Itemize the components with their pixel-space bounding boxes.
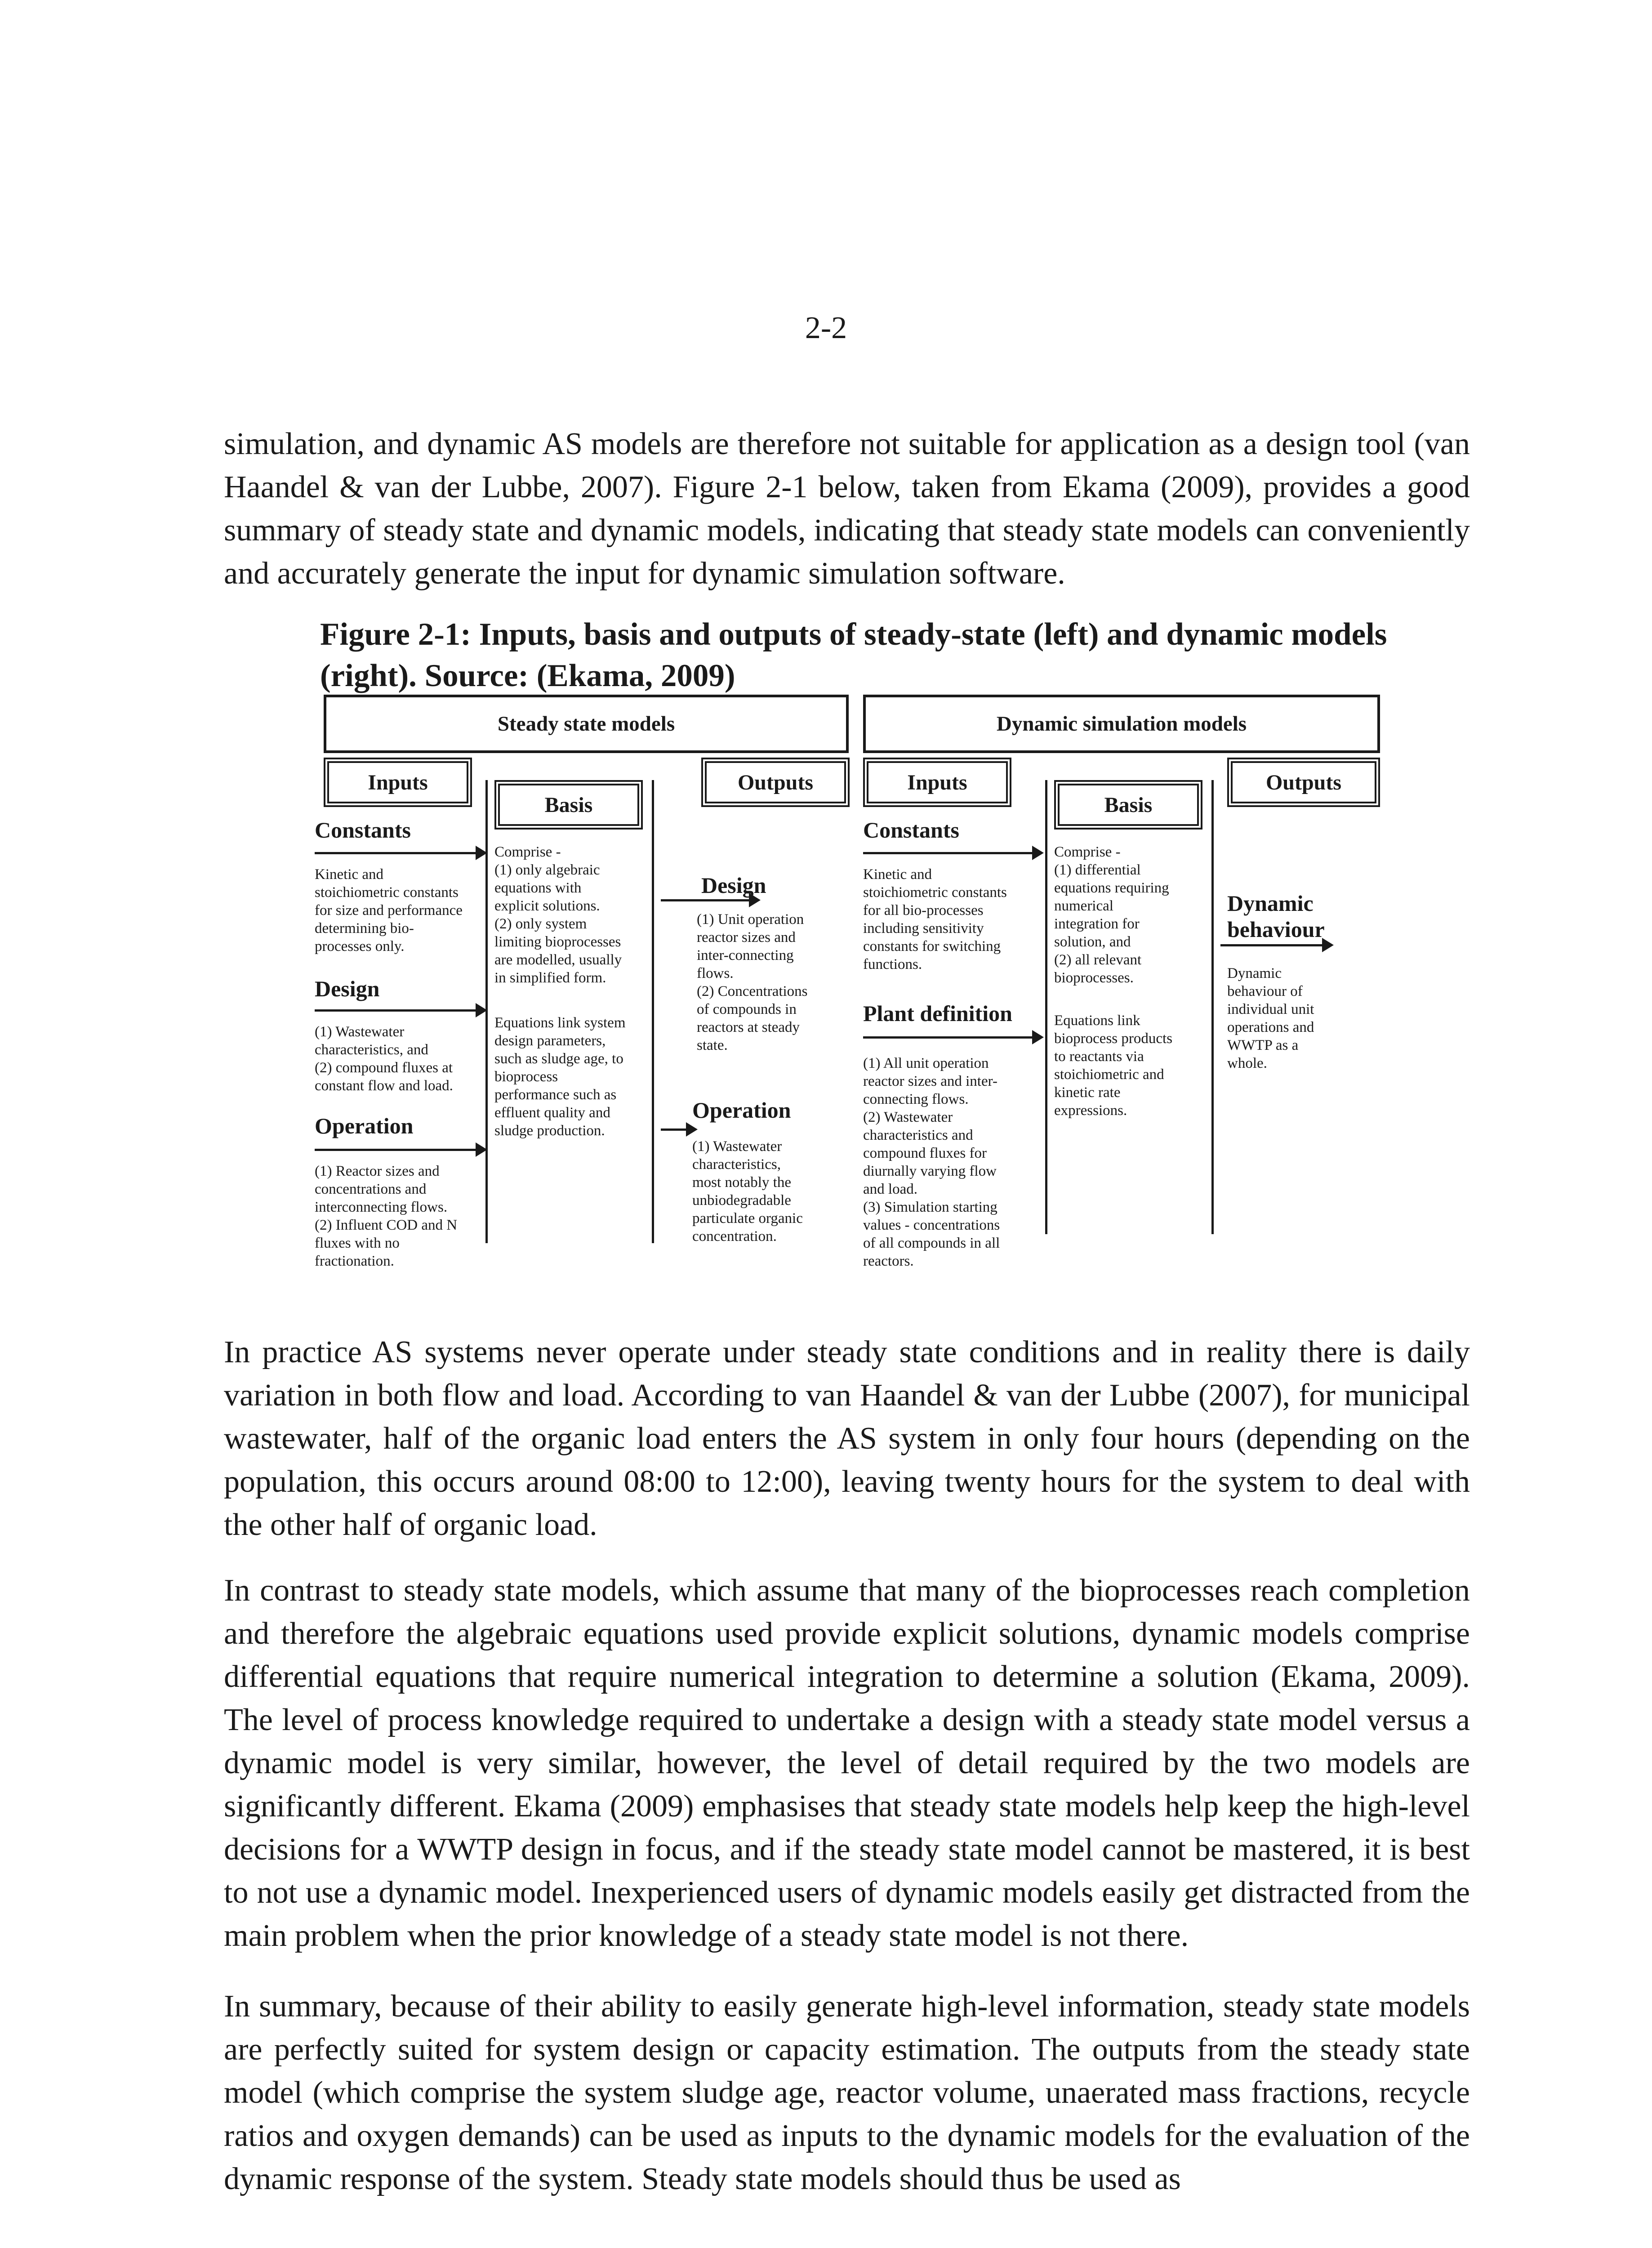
paragraph-2: In practice AS systems never operate under steady state conditions and in reality there is daily variation in both flow and load. According to van Haandel & van der Lubbe (2007), for municipal wastewater, half of the organic load enters the AS system in only four hours (depending on the population, this occurs around 08:00 to 12:00), leaving twenty hours for the system to deal with the other half of organic load. xyxy=(224,1335,1470,1542)
dynamic-constants-arrow xyxy=(863,852,1034,854)
dynamic-constants-text: Kinetic and stoichiometric constants for all bio-processes including sensitivity constants for switching functions. xyxy=(863,866,1007,972)
steady-inputs-box: Inputs xyxy=(324,758,472,807)
plant-definition-heading: Plant definition xyxy=(863,1001,1012,1026)
steady-output-operation-text: (1) Wastewater characteristics, most notably the unbiodegradable particulate organic concentration. xyxy=(692,1138,803,1244)
steady-design-heading: Design xyxy=(315,976,380,1001)
figure-2-1 xyxy=(315,695,1385,1324)
dynamic-outputs-box: Outputs xyxy=(1227,758,1380,807)
steady-basis-text-1: Comprise - (1) only algebraic equations with explicit solutions. (2) only system limiting bioprocesses are modelled, usually in simplified form. xyxy=(494,844,622,986)
paragraph-1: simulation, and dynamic AS models are therefore not suitable for application as a design tool (van Haandel & van der Lubbe, 2007). Figure 2-1 below, taken from Ekama (2009), provides a good summary of steady state and dynamic models, indicating that steady state models can conveniently and accurately generate the input for dynamic simulation software. xyxy=(224,427,1470,591)
dynamic-behaviour-heading: Dynamic behaviour xyxy=(1227,891,1325,942)
dynamic-basis-text-2: Equations link bioprocess products to reactants via stoichiometric and kinetic rate expressions. xyxy=(1054,1012,1173,1119)
page-number: 2-2 xyxy=(805,311,847,345)
steady-operation-arrow xyxy=(315,1149,477,1151)
dynamic-behaviour-arrow xyxy=(1220,944,1324,946)
dynamic-banner: Dynamic simulation models xyxy=(863,695,1380,753)
dynamic-basis-text-1: Comprise - (1) differential equations requiring numerical integration for solution, and (2) all relevant bioprocesses. xyxy=(1054,844,1169,986)
steady-design-text: (1) Wastewater characteristics, and (2) compound fluxes at constant flow and load. xyxy=(315,1024,453,1094)
steady-constants-heading: Constants xyxy=(315,817,411,843)
steady-basis-box: Basis xyxy=(494,780,643,830)
steady-constants-arrow xyxy=(315,852,477,854)
steady-output-design-heading: Design xyxy=(701,873,766,898)
steady-basis-text-2: Equations link system design parameters, such as sludge age, to bioprocess performance such as effluent quality and sludge production. xyxy=(494,1015,626,1139)
steady-operation-heading: Operation xyxy=(315,1113,414,1138)
steady-output-operation-arrow xyxy=(661,1128,688,1131)
steady-output-design-text: (1) Unit operation reactor sizes and inter-connecting flows. (2) Concentrations of compounds in reactors at steady state. xyxy=(697,911,808,1053)
steady-operation-text: (1) Reactor sizes and concentrations and interconnecting flows. (2) Influent COD and N fluxes with no fractionation. xyxy=(315,1163,458,1269)
plant-definition-arrow xyxy=(863,1036,1034,1039)
dynamic-inputs-box: Inputs xyxy=(863,758,1011,807)
steady-outputs-box: Outputs xyxy=(701,758,850,807)
steady-output-operation-heading: Operation xyxy=(692,1097,791,1123)
dynamic-basis-left-border xyxy=(1045,780,1047,1234)
plant-definition-text: (1) All unit operation reactor sizes and inter- connecting flows. (2) Wastewater characteristics and compound fluxes for diurnally varying flow and load. (3) Simulation starting values - concentrations of all compounds in all reactors. xyxy=(863,1055,1000,1269)
steady-constants-text: Kinetic and stoichiometric constants for size and performance determining bio- processes only. xyxy=(315,866,463,955)
paragraph-3: In contrast to steady state models, which assume that many of the bioprocesses reach completion and therefore the algebraic equations used provide explicit solutions, dynamic models comprise differential equations that require numerical integration to determine a solution (Ekama, 2009). The level of process knowledge required to undertake a design with a steady state model versus a dynamic model is very similar, however, the level of detail required by the two models are significantly different. Ekama (2009) emphasises that steady state models help keep the high-level decisions for a WWTP design in focus, and if the steady state model cannot be mastered, it is best to not use a dynamic model. Inexperienced users of dynamic models easily get distracted from the main problem when the prior knowledge of a steady state model is not there. xyxy=(224,1573,1470,1953)
steady-design-arrow xyxy=(315,1009,477,1012)
steady-basis-right-border xyxy=(652,780,654,1243)
steady-state-banner: Steady state models xyxy=(324,695,849,753)
paragraph-4: In summary, because of their ability to easily generate high-level information, steady state models are perfectly suited for system design or capacity estimation. The outputs from the steady state model (which comprise the system sludge age, reactor volume, unaerated mass fractions, recycle ratios and oxygen demands) can be used as inputs to the dynamic models for the evaluation of the dynamic response of the system. Steady state models should thus be used as xyxy=(224,1989,1470,2196)
dynamic-behaviour-text: Dynamic behaviour of individual unit operations and WWTP as a whole. xyxy=(1227,965,1314,1071)
dynamic-basis-right-border xyxy=(1211,780,1214,1234)
steady-output-design-arrow xyxy=(661,899,751,901)
figure-caption: Figure 2-1: Inputs, basis and outputs of steady-state (left) and dynamic models (right). Source: (Ekama, 2009) xyxy=(320,617,1387,693)
dynamic-constants-heading: Constants xyxy=(863,817,959,843)
dynamic-basis-box: Basis xyxy=(1054,780,1202,830)
